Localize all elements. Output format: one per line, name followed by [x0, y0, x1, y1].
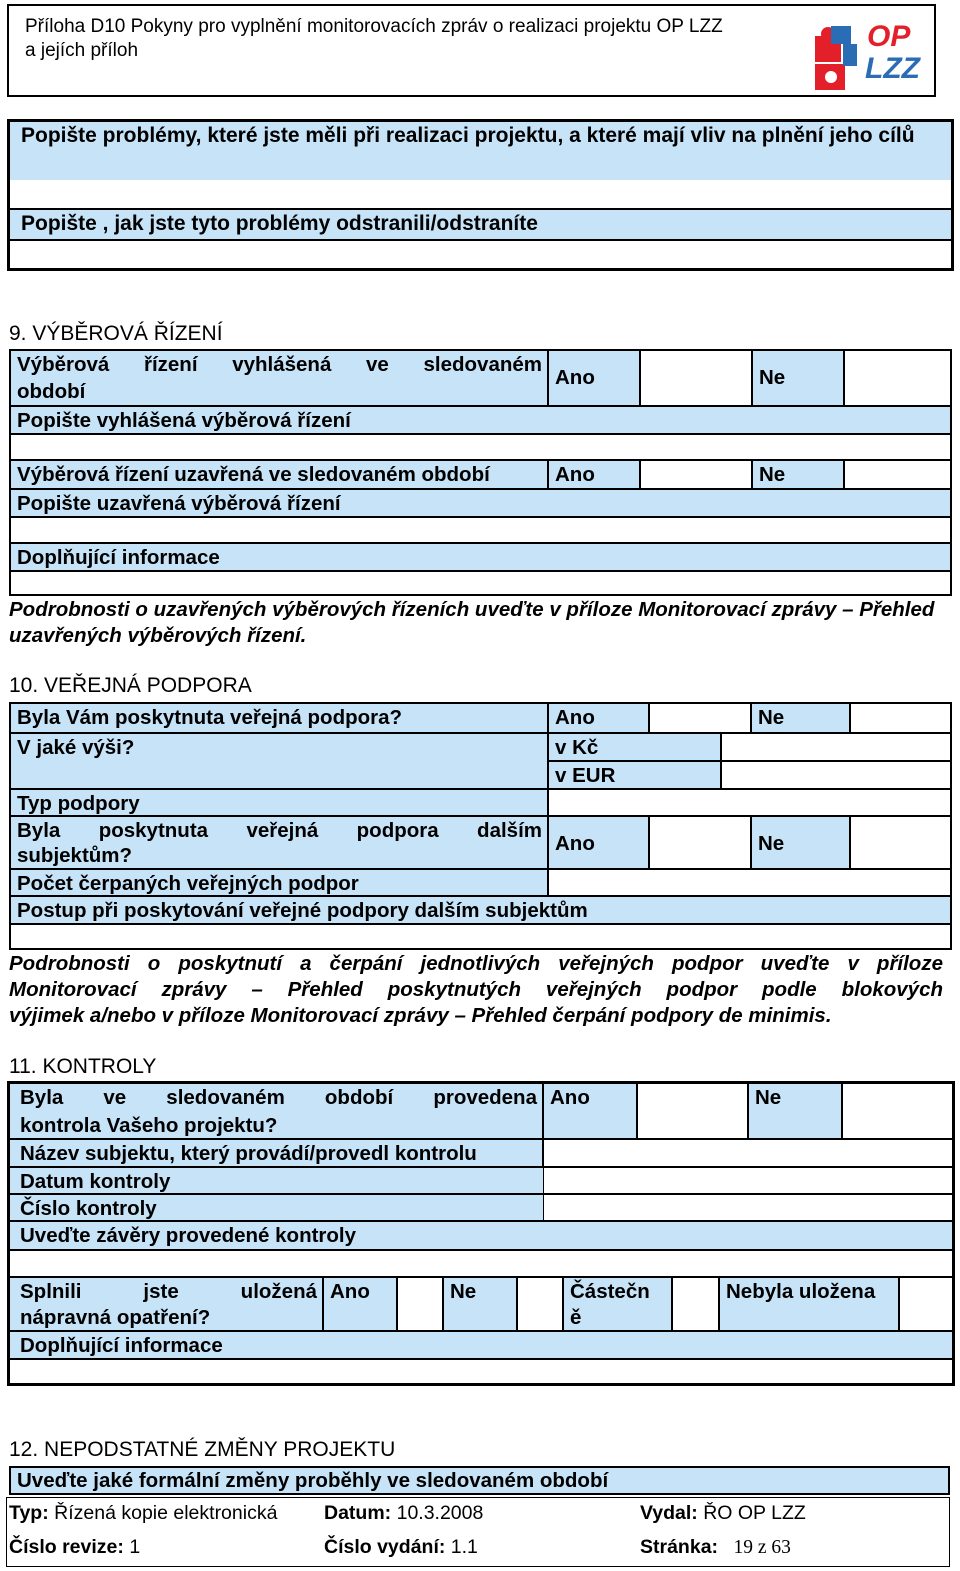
op-lzz-logo	[809, 20, 921, 94]
footer-revision-value: 1	[129, 1536, 141, 1558]
s10-amount-label: V jaké výši?	[11, 732, 548, 788]
footer-page-value: 19 z 63	[733, 1537, 791, 1558]
s9-note: Podrobnosti o uzavřených výběrových řízeních uveďte v příloze Monitorovací zprávy – Přehled uzavřených výběrových řízení.	[9, 598, 935, 647]
section-11-table	[7, 1081, 955, 1386]
s10-count-field[interactable]	[549, 868, 950, 895]
logo-text-op: OP	[867, 20, 911, 53]
s10-type-label: Typ podpory	[11, 788, 548, 815]
s11-inspection-label-2: kontrola Vašeho projektu?	[10, 1112, 543, 1138]
s11-inspection-yes-box[interactable]	[638, 1084, 747, 1138]
s9-closed-label: Výběrová řízení uzavřená ve sledovaném období	[11, 459, 548, 488]
problems-question: Popište problémy, které jste měli při realizaci projektu, a které mají vliv na plnění jeho cílů	[10, 122, 951, 180]
footer-edition-value: 1.1	[450, 1536, 478, 1558]
s9-closed-yes-label: Ano	[549, 459, 639, 488]
s10-procedure-field[interactable]	[11, 923, 950, 948]
s9-describe-closed-field[interactable]	[11, 516, 950, 542]
solutions-answer-field[interactable]	[10, 239, 951, 268]
footer-edition-label: Číslo vydání:	[324, 1536, 446, 1558]
section-11-title: 11. KONTROLY	[9, 1055, 157, 1078]
section-9-table	[9, 349, 952, 596]
problems-answer-field[interactable]	[10, 180, 951, 208]
s10-other-no-box[interactable]	[851, 815, 950, 868]
s10-note-line-3: výjimek a/nebo v příloze Monitorovací zprávy – Přehled čerpání podpory de minimis.	[9, 1004, 832, 1027]
s10-amount-eur-label: v EUR	[549, 760, 720, 788]
s11-date-label: Datum kontroly	[10, 1166, 543, 1193]
s10-support-no-box[interactable]	[851, 704, 950, 732]
s10-support-no-label: Ne	[752, 704, 849, 732]
footer-type-label: Typ:	[9, 1502, 49, 1524]
s9-announced-yes-box[interactable]	[641, 351, 751, 405]
page-header	[7, 4, 936, 97]
footer-issuer-label: Vydal:	[640, 1502, 698, 1524]
footer-type-value: Řízená kopie elektronická	[54, 1502, 278, 1524]
s9-describe-announced-field[interactable]	[11, 433, 950, 459]
s9-announced-yes-label: Ano	[549, 351, 639, 405]
s11-measures-label-1: Splnili jste uložená	[10, 1276, 323, 1304]
section-9-title: 9. VÝBĚROVÁ ŘÍZENÍ	[9, 322, 223, 345]
footer-page	[640, 1536, 791, 1559]
s11-measures-yes-box[interactable]	[398, 1276, 442, 1330]
s11-additional-info: Doplňující informace	[10, 1330, 952, 1358]
section-12-table	[9, 1466, 950, 1495]
s10-other-yes-box[interactable]	[650, 815, 750, 868]
footer-date-label: Datum:	[324, 1502, 392, 1524]
s11-date-field[interactable]	[544, 1166, 952, 1193]
s9-announced-label-1: Výběrová řízení vyhlášená ve sledovaném	[11, 351, 548, 378]
section-10-title: 10. VEŘEJNÁ PODPORA	[9, 674, 252, 697]
s10-procedure-label: Postup při poskytování veřejné podpory dalším subjektům	[11, 895, 950, 923]
s11-measures-not-imposed-box[interactable]	[900, 1276, 952, 1330]
s9-describe-announced: Popište vyhlášená výběrová řízení	[11, 405, 950, 433]
s11-measures-no-label: Ne	[444, 1276, 516, 1330]
s11-additional-info-field[interactable]	[10, 1358, 952, 1383]
s10-count-label: Počet čerpaných veřejných podpor	[11, 868, 548, 895]
s10-other-subjects-label-1: Byla poskytnuta veřejná podpora dalším	[11, 815, 548, 842]
s10-other-subjects-label-2: subjektům?	[11, 842, 548, 868]
s11-conclusions-field[interactable]	[10, 1249, 952, 1276]
s11-measures-no-box[interactable]	[518, 1276, 562, 1330]
footer-issuer	[640, 1502, 806, 1525]
section-10-table	[9, 702, 952, 950]
s11-measures-not-imposed-label: Nebyla uložena	[720, 1276, 898, 1330]
s11-measures-partial-box[interactable]	[673, 1276, 718, 1330]
s11-inspection-yes-label: Ano	[544, 1084, 636, 1138]
footer-date-value: 10.3.2008	[396, 1502, 484, 1524]
s11-number-field[interactable]	[544, 1193, 952, 1220]
section-12-title: 12. NEPODSTATNÉ ZMĚNY PROJEKTU	[9, 1438, 396, 1461]
s10-other-no-label: Ne	[752, 815, 849, 868]
s9-closed-yes-box[interactable]	[641, 459, 751, 488]
footer-type	[9, 1502, 277, 1525]
s10-support-given-label: Byla Vám poskytnuta veřejná podpora?	[11, 704, 548, 732]
s10-note-line-1: Podrobnosti o poskytnutí a čerpání jednotlivých veřejných podpor uveďte v příloze	[9, 952, 943, 975]
header-line-1: Příloha D10 Pokyny pro vyplnění monitorovacích zpráv o realizaci projektu OP LZZ	[25, 16, 723, 37]
s10-amount-eur-field[interactable]	[722, 760, 950, 788]
s9-closed-no-box[interactable]	[845, 459, 950, 488]
footer-edition	[324, 1536, 478, 1559]
s9-closed-no-label: Ne	[753, 459, 843, 488]
s12-changes-label: Uveďte jaké formální změny proběhly ve sledovaném období	[11, 1468, 948, 1493]
s11-subject-field[interactable]	[544, 1138, 952, 1166]
s11-inspection-no-box[interactable]	[843, 1084, 952, 1138]
s9-announced-label-2: období	[11, 378, 548, 405]
s11-inspection-label-1: Byla ve sledovaném období provedena	[10, 1084, 543, 1112]
problems-table	[7, 119, 954, 271]
s10-other-yes-label: Ano	[549, 815, 648, 868]
s9-additional-info: Doplňující informace	[11, 542, 950, 570]
s9-announced-no-box[interactable]	[845, 351, 950, 405]
header-line-2: a jejích příloh	[25, 40, 139, 61]
s10-support-yes-label: Ano	[549, 704, 648, 732]
s10-type-field[interactable]	[549, 788, 950, 815]
s11-measures-label-2: nápravná opatření?	[10, 1304, 323, 1330]
s10-support-yes-box[interactable]	[650, 704, 750, 732]
s11-inspection-no-label: Ne	[749, 1084, 841, 1138]
s11-measures-partial-label-1: Částečn	[564, 1276, 671, 1304]
footer-revision-label: Číslo revize:	[9, 1536, 124, 1558]
footer-page-label: Stránka:	[640, 1536, 719, 1558]
s9-describe-closed: Popište uzavřená výběrová řízení	[11, 488, 950, 516]
s9-additional-info-field[interactable]	[11, 570, 950, 594]
s10-note-line-2: Monitorovací zprávy – Přehled poskytnutých veřejných podpor podle blokových	[9, 978, 943, 1001]
s10-amount-czk-label: v Kč	[549, 732, 720, 760]
footer-date	[324, 1502, 483, 1525]
s11-number-label: Číslo kontroly	[10, 1193, 543, 1220]
s11-conclusions-label: Uveďte závěry provedené kontroly	[10, 1220, 952, 1249]
logo-text-lzz: LZZ	[865, 52, 920, 85]
s9-announced-no-label: Ne	[753, 351, 843, 405]
solutions-question: Popište , jak jste tyto problémy odstranili/odstraníte	[10, 208, 951, 239]
s11-measures-yes-label: Ano	[324, 1276, 396, 1330]
footer-revision	[9, 1536, 140, 1559]
s11-subject-label: Název subjektu, který provádí/provedl kontrolu	[10, 1138, 543, 1166]
page-footer	[6, 1497, 950, 1567]
footer-issuer-value: ŘO OP LZZ	[703, 1502, 806, 1524]
s11-measures-partial-label-2: ě	[564, 1304, 671, 1330]
s10-amount-czk-field[interactable]	[722, 732, 950, 760]
